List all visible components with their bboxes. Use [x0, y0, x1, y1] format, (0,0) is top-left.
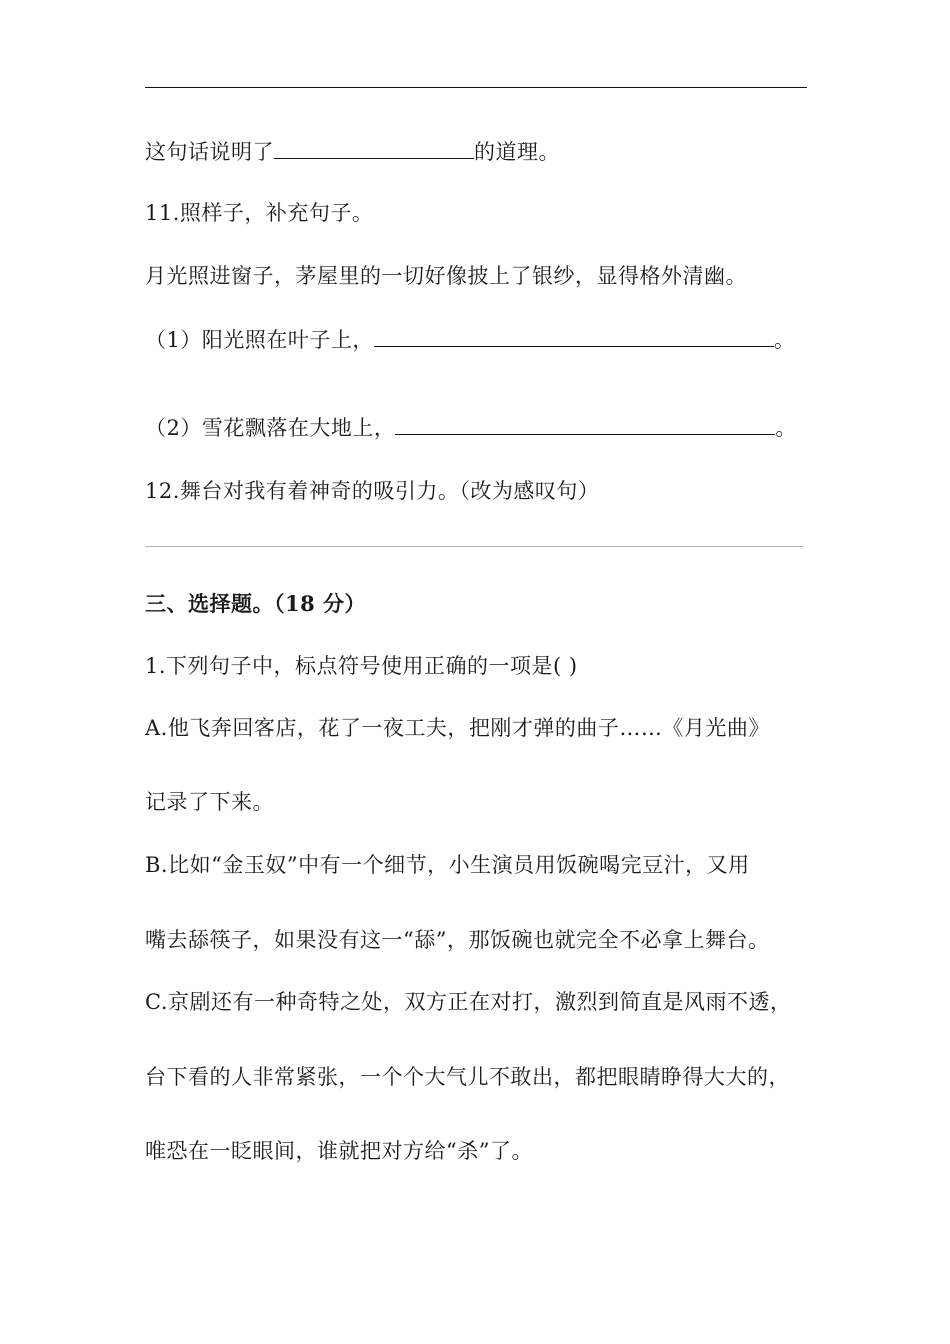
q10-conclusion-suffix: 的道理。: [474, 140, 560, 164]
q11-item-2: [145, 414, 797, 442]
s3-q1-stem: 1.下列句子中，标点符号使用正确的一项是( ): [145, 654, 578, 678]
q10-conclusion-line: [145, 138, 560, 166]
q11-example: 月光照进窗子，茅屋里的一切好像披上了银纱，显得格外清幽。: [145, 264, 747, 288]
q11-item-1-period: 。: [773, 328, 796, 352]
q12-text: 12.舞台对我有着神奇的吸引力。（改为感叹句）: [145, 479, 600, 503]
s3-q1-option-b-line2: 嘴去舔筷子，如果没有这一“舔”，那饭碗也就完全不必拿上舞台。: [145, 928, 770, 952]
s3-q1-option-a-line2: 记录了下来。: [145, 790, 274, 814]
q11-header: 11.照样子，补充句子。: [145, 201, 374, 225]
s3-q1-option-c-line3: 唯恐在一眨眼间，谁就把对方给“杀”了。: [145, 1139, 533, 1163]
q11-item-2-period: 。: [775, 416, 797, 440]
s3-q1-option-c-line2: 台下看的人非常紧张，一个个大气儿不敢出，都把眼睛睁得大大的，: [145, 1065, 790, 1089]
q11-item-1: [145, 326, 795, 354]
answer-line-q10[interactable]: [145, 87, 807, 88]
section3-header: 三、选择题。（18 分）: [145, 591, 367, 616]
s3-q1-option-b-line1: B.比如“金玉奴”中有一个细节，小生演员用饭碗喝完豆汁，又用: [145, 853, 750, 877]
q11-item-1-prefix: （1）阳光照在叶子上，: [145, 328, 374, 352]
answer-line-q12[interactable]: [145, 546, 803, 547]
q11-item-2-blank[interactable]: [395, 414, 775, 435]
q11-item-2-prefix: （2）雪花飘落在大地上，: [145, 416, 396, 440]
s3-q1-option-a-line1: A.他飞奔回客店，花了一夜工夫，把刚才弹的曲子……《月光曲》: [145, 716, 770, 740]
q11-item-1-blank[interactable]: [374, 326, 774, 347]
s3-q1-option-c-line1: C.京剧还有一种奇特之处，双方正在对打，激烈到简直是风雨不透，: [145, 990, 792, 1014]
q10-conclusion-prefix: 这句话说明了: [145, 140, 274, 164]
q10-conclusion-blank[interactable]: [274, 138, 474, 159]
